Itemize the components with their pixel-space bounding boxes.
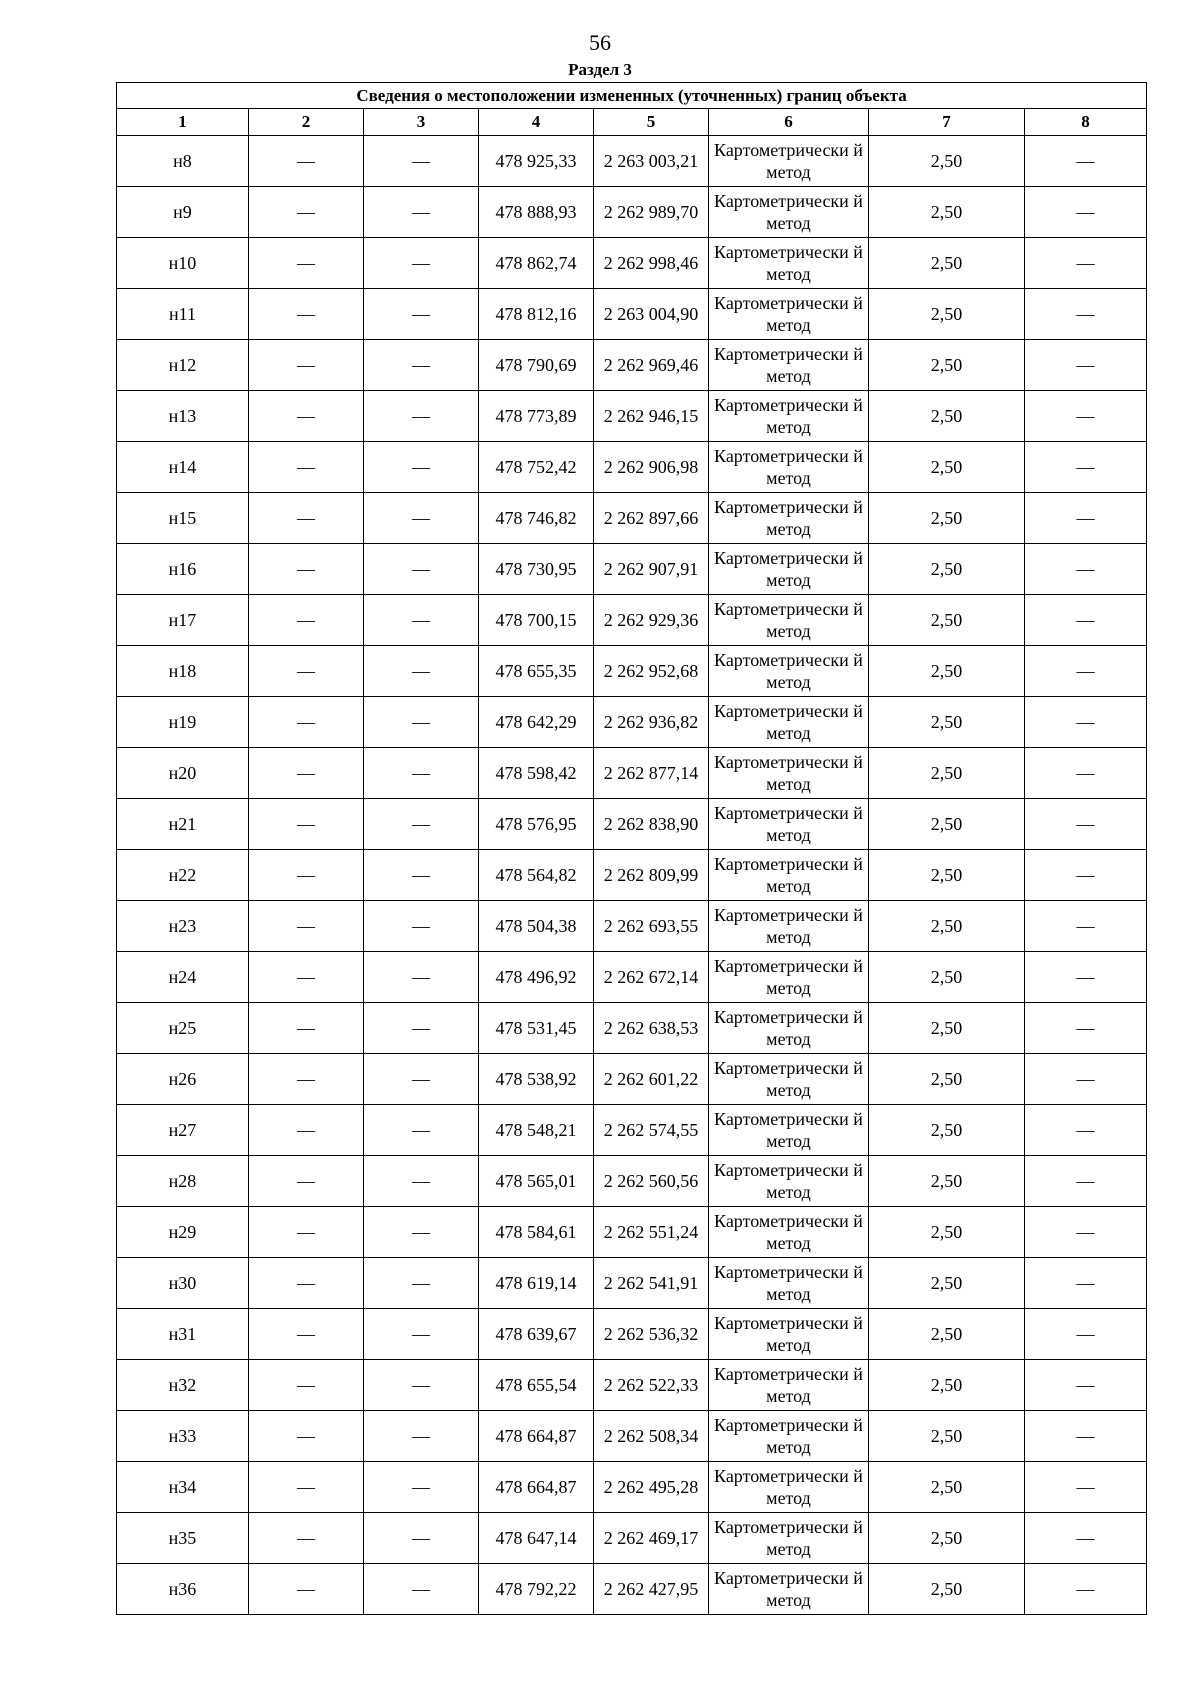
method-cell: Картометрически й метод — [709, 952, 869, 1003]
precision-cell: 2,50 — [869, 1258, 1025, 1309]
y-coordinate-cell: 2 262 998,46 — [594, 238, 709, 289]
point-number-cell: н21 — [117, 799, 249, 850]
table-row — [117, 238, 1147, 289]
method-cell: Картометрически й метод — [709, 136, 869, 187]
dash-cell: — — [364, 952, 479, 1003]
page-number: 56 — [589, 30, 611, 55]
method-cell: Картометрически й метод — [709, 442, 869, 493]
x-coordinate-cell: 478 664,87 — [479, 1411, 594, 1462]
table-row — [117, 1564, 1147, 1615]
dash-cell: — — [249, 952, 364, 1003]
dash-cell: — — [249, 1003, 364, 1054]
method-cell: Картометрически й метод — [709, 1411, 869, 1462]
x-coordinate-cell: 478 752,42 — [479, 442, 594, 493]
column-header: 2 — [249, 109, 364, 136]
x-coordinate-cell: 478 888,93 — [479, 187, 594, 238]
dash-cell: — — [249, 442, 364, 493]
precision-cell: 2,50 — [869, 1105, 1025, 1156]
y-coordinate-cell: 2 263 003,21 — [594, 136, 709, 187]
precision-cell: 2,50 — [869, 901, 1025, 952]
point-number-cell: н26 — [117, 1054, 249, 1105]
y-coordinate-cell: 2 262 522,33 — [594, 1360, 709, 1411]
table-row — [117, 595, 1147, 646]
method-cell: Картометрически й метод — [709, 238, 869, 289]
table-body — [117, 83, 1147, 1615]
y-coordinate-cell: 2 262 929,36 — [594, 595, 709, 646]
method-cell: Картометрически й метод — [709, 1156, 869, 1207]
table-row — [117, 340, 1147, 391]
column-header: 4 — [479, 109, 594, 136]
precision-cell: 2,50 — [869, 187, 1025, 238]
table-row — [117, 952, 1147, 1003]
table-row — [117, 646, 1147, 697]
table-row — [117, 799, 1147, 850]
x-coordinate-cell: 478 548,21 — [479, 1105, 594, 1156]
point-number-cell: н12 — [117, 340, 249, 391]
precision-cell: 2,50 — [869, 1564, 1025, 1615]
dash-cell: — — [1025, 187, 1147, 238]
precision-cell: 2,50 — [869, 952, 1025, 1003]
precision-cell: 2,50 — [869, 1513, 1025, 1564]
x-coordinate-cell: 478 496,92 — [479, 952, 594, 1003]
point-number-cell: н14 — [117, 442, 249, 493]
method-cell: Картометрически й метод — [709, 289, 869, 340]
dash-cell: — — [1025, 1564, 1147, 1615]
point-number-cell: н9 — [117, 187, 249, 238]
point-number-cell: н20 — [117, 748, 249, 799]
y-coordinate-cell: 2 262 809,99 — [594, 850, 709, 901]
dash-cell: — — [1025, 595, 1147, 646]
x-coordinate-cell: 478 565,01 — [479, 1156, 594, 1207]
precision-cell: 2,50 — [869, 289, 1025, 340]
point-number-cell: н10 — [117, 238, 249, 289]
table-row — [117, 697, 1147, 748]
y-coordinate-cell: 2 262 969,46 — [594, 340, 709, 391]
point-number-cell: н33 — [117, 1411, 249, 1462]
dash-cell: — — [249, 1564, 364, 1615]
precision-cell: 2,50 — [869, 1156, 1025, 1207]
dash-cell: — — [1025, 136, 1147, 187]
y-coordinate-cell: 2 262 672,14 — [594, 952, 709, 1003]
table-row — [117, 1258, 1147, 1309]
column-header: 7 — [869, 109, 1025, 136]
dash-cell: — — [1025, 238, 1147, 289]
precision-cell: 2,50 — [869, 697, 1025, 748]
y-coordinate-cell: 2 262 693,55 — [594, 901, 709, 952]
x-coordinate-cell: 478 655,35 — [479, 646, 594, 697]
column-header: 3 — [364, 109, 479, 136]
section-title: Раздел 3 — [568, 60, 632, 79]
precision-cell: 2,50 — [869, 1462, 1025, 1513]
table-row — [117, 289, 1147, 340]
dash-cell: — — [364, 1564, 479, 1615]
x-coordinate-cell: 478 655,54 — [479, 1360, 594, 1411]
x-coordinate-cell: 478 639,67 — [479, 1309, 594, 1360]
precision-cell: 2,50 — [869, 850, 1025, 901]
method-cell: Картометрически й метод — [709, 493, 869, 544]
dash-cell: — — [249, 1513, 364, 1564]
y-coordinate-cell: 2 262 989,70 — [594, 187, 709, 238]
point-number-cell: н28 — [117, 1156, 249, 1207]
point-number-cell: н29 — [117, 1207, 249, 1258]
dash-cell: — — [1025, 1207, 1147, 1258]
x-coordinate-cell: 478 790,69 — [479, 340, 594, 391]
dash-cell: — — [249, 136, 364, 187]
dash-cell: — — [1025, 850, 1147, 901]
dash-cell: — — [1025, 493, 1147, 544]
precision-cell: 2,50 — [869, 544, 1025, 595]
table-row — [117, 544, 1147, 595]
table-caption: Сведения о местоположении измененных (уточненных) границ объекта — [117, 83, 1147, 109]
dash-cell: — — [249, 289, 364, 340]
dash-cell: — — [249, 1309, 364, 1360]
method-cell: Картометрически й метод — [709, 1564, 869, 1615]
y-coordinate-cell: 2 262 897,66 — [594, 493, 709, 544]
point-number-cell: н19 — [117, 697, 249, 748]
table-row — [117, 1411, 1147, 1462]
dash-cell: — — [364, 1462, 479, 1513]
dash-cell: — — [249, 1054, 364, 1105]
table-row — [117, 136, 1147, 187]
dash-cell: — — [364, 136, 479, 187]
dash-cell: — — [364, 289, 479, 340]
precision-cell: 2,50 — [869, 799, 1025, 850]
method-cell: Картометрически й метод — [709, 595, 869, 646]
method-cell: Картометрически й метод — [709, 1054, 869, 1105]
y-coordinate-cell: 2 262 551,24 — [594, 1207, 709, 1258]
x-coordinate-cell: 478 925,33 — [479, 136, 594, 187]
table-row — [117, 1156, 1147, 1207]
dash-cell: — — [1025, 748, 1147, 799]
y-coordinate-cell: 2 262 907,91 — [594, 544, 709, 595]
dash-cell: — — [249, 1207, 364, 1258]
precision-cell: 2,50 — [869, 748, 1025, 799]
dash-cell: — — [364, 1513, 479, 1564]
dash-cell: — — [364, 1309, 479, 1360]
precision-cell: 2,50 — [869, 1411, 1025, 1462]
dash-cell: — — [1025, 289, 1147, 340]
method-cell: Картометрически й метод — [709, 646, 869, 697]
method-cell: Картометрически й метод — [709, 1513, 869, 1564]
table-row — [117, 493, 1147, 544]
precision-cell: 2,50 — [869, 595, 1025, 646]
x-coordinate-cell: 478 576,95 — [479, 799, 594, 850]
dash-cell: — — [364, 1411, 479, 1462]
y-coordinate-cell: 2 262 495,28 — [594, 1462, 709, 1513]
dash-cell: — — [249, 595, 364, 646]
x-coordinate-cell: 478 531,45 — [479, 1003, 594, 1054]
y-coordinate-cell: 2 262 508,34 — [594, 1411, 709, 1462]
column-header: 1 — [117, 109, 249, 136]
dash-cell: — — [249, 901, 364, 952]
table-row — [117, 1207, 1147, 1258]
x-coordinate-cell: 478 564,82 — [479, 850, 594, 901]
method-cell: Картометрически й метод — [709, 697, 869, 748]
method-cell: Картометрически й метод — [709, 901, 869, 952]
precision-cell: 2,50 — [869, 136, 1025, 187]
x-coordinate-cell: 478 746,82 — [479, 493, 594, 544]
table-row — [117, 1003, 1147, 1054]
table-row — [117, 187, 1147, 238]
point-number-cell: н11 — [117, 289, 249, 340]
method-cell: Картометрически й метод — [709, 1360, 869, 1411]
dash-cell: — — [364, 1054, 479, 1105]
precision-cell: 2,50 — [869, 442, 1025, 493]
y-coordinate-cell: 2 262 877,14 — [594, 748, 709, 799]
precision-cell: 2,50 — [869, 493, 1025, 544]
x-coordinate-cell: 478 619,14 — [479, 1258, 594, 1309]
dash-cell: — — [1025, 1360, 1147, 1411]
dash-cell: — — [1025, 1156, 1147, 1207]
x-coordinate-cell: 478 730,95 — [479, 544, 594, 595]
precision-cell: 2,50 — [869, 1054, 1025, 1105]
dash-cell: — — [1025, 952, 1147, 1003]
dash-cell: — — [364, 1003, 479, 1054]
x-coordinate-cell: 478 584,61 — [479, 1207, 594, 1258]
x-coordinate-cell: 478 700,15 — [479, 595, 594, 646]
dash-cell: — — [1025, 1003, 1147, 1054]
dash-cell: — — [364, 544, 479, 595]
point-number-cell: н32 — [117, 1360, 249, 1411]
y-coordinate-cell: 2 262 536,32 — [594, 1309, 709, 1360]
point-number-cell: н34 — [117, 1462, 249, 1513]
point-number-cell: н23 — [117, 901, 249, 952]
dash-cell: — — [1025, 697, 1147, 748]
dash-cell: — — [1025, 1411, 1147, 1462]
dash-cell: — — [364, 1258, 479, 1309]
column-header: 6 — [709, 109, 869, 136]
precision-cell: 2,50 — [869, 391, 1025, 442]
x-coordinate-cell: 478 538,92 — [479, 1054, 594, 1105]
dash-cell: — — [249, 646, 364, 697]
dash-cell: — — [364, 697, 479, 748]
dash-cell: — — [249, 493, 364, 544]
method-cell: Картометрически й метод — [709, 799, 869, 850]
table-row — [117, 1105, 1147, 1156]
dash-cell: — — [249, 1360, 364, 1411]
point-number-cell: н17 — [117, 595, 249, 646]
dash-cell: — — [364, 340, 479, 391]
dash-cell: — — [249, 1411, 364, 1462]
table-row — [117, 850, 1147, 901]
dash-cell: — — [364, 1360, 479, 1411]
y-coordinate-cell: 2 262 952,68 — [594, 646, 709, 697]
dash-cell: — — [249, 1105, 364, 1156]
dash-cell: — — [249, 187, 364, 238]
dash-cell: — — [249, 748, 364, 799]
method-cell: Картометрически й метод — [709, 850, 869, 901]
point-number-cell: н36 — [117, 1564, 249, 1615]
dash-cell: — — [249, 544, 364, 595]
y-coordinate-cell: 2 262 427,95 — [594, 1564, 709, 1615]
precision-cell: 2,50 — [869, 340, 1025, 391]
method-cell: Картометрически й метод — [709, 391, 869, 442]
precision-cell: 2,50 — [869, 1003, 1025, 1054]
table-row — [117, 1462, 1147, 1513]
y-coordinate-cell: 2 262 936,82 — [594, 697, 709, 748]
method-cell: Картометрически й метод — [709, 1207, 869, 1258]
table-caption-row — [117, 83, 1147, 109]
dash-cell: — — [249, 697, 364, 748]
dash-cell: — — [249, 1462, 364, 1513]
dash-cell: — — [1025, 1105, 1147, 1156]
dash-cell: — — [1025, 799, 1147, 850]
dash-cell: — — [1025, 391, 1147, 442]
x-coordinate-cell: 478 642,29 — [479, 697, 594, 748]
y-coordinate-cell: 2 262 601,22 — [594, 1054, 709, 1105]
point-number-cell: н16 — [117, 544, 249, 595]
y-coordinate-cell: 2 262 560,56 — [594, 1156, 709, 1207]
method-cell: Картометрически й метод — [709, 340, 869, 391]
point-number-cell: н15 — [117, 493, 249, 544]
point-number-cell: н35 — [117, 1513, 249, 1564]
method-cell: Картометрически й метод — [709, 1003, 869, 1054]
table-row — [117, 901, 1147, 952]
column-header: 8 — [1025, 109, 1147, 136]
table-row — [117, 748, 1147, 799]
dash-cell: — — [1025, 442, 1147, 493]
y-coordinate-cell: 2 262 906,98 — [594, 442, 709, 493]
dash-cell: — — [364, 1207, 479, 1258]
x-coordinate-cell: 478 504,38 — [479, 901, 594, 952]
y-coordinate-cell: 2 263 004,90 — [594, 289, 709, 340]
dash-cell: — — [364, 238, 479, 289]
column-header: 5 — [594, 109, 709, 136]
x-coordinate-cell: 478 664,87 — [479, 1462, 594, 1513]
dash-cell: — — [364, 1156, 479, 1207]
dash-cell: — — [364, 442, 479, 493]
table-row — [117, 1513, 1147, 1564]
y-coordinate-cell: 2 262 469,17 — [594, 1513, 709, 1564]
dash-cell: — — [249, 391, 364, 442]
dash-cell: — — [364, 850, 479, 901]
precision-cell: 2,50 — [869, 1309, 1025, 1360]
x-coordinate-cell: 478 792,22 — [479, 1564, 594, 1615]
method-cell: Картометрически й метод — [709, 544, 869, 595]
dash-cell: — — [364, 748, 479, 799]
y-coordinate-cell: 2 262 946,15 — [594, 391, 709, 442]
table-row — [117, 391, 1147, 442]
dash-cell: — — [364, 391, 479, 442]
method-cell: Картометрически й метод — [709, 1105, 869, 1156]
dash-cell: — — [1025, 1513, 1147, 1564]
dash-cell: — — [1025, 544, 1147, 595]
method-cell: Картометрически й метод — [709, 1309, 869, 1360]
dash-cell: — — [249, 1258, 364, 1309]
dash-cell: — — [1025, 340, 1147, 391]
table-row — [117, 442, 1147, 493]
table-row — [117, 1309, 1147, 1360]
dash-cell: — — [364, 595, 479, 646]
method-cell: Картометрически й метод — [709, 187, 869, 238]
boundary-coordinates-table — [116, 82, 1147, 1615]
point-number-cell: н30 — [117, 1258, 249, 1309]
dash-cell: — — [1025, 1054, 1147, 1105]
precision-cell: 2,50 — [869, 1207, 1025, 1258]
x-coordinate-cell: 478 598,42 — [479, 748, 594, 799]
point-number-cell: н22 — [117, 850, 249, 901]
y-coordinate-cell: 2 262 838,90 — [594, 799, 709, 850]
table-row — [117, 1054, 1147, 1105]
dash-cell: — — [364, 646, 479, 697]
dash-cell: — — [249, 238, 364, 289]
dash-cell: — — [249, 799, 364, 850]
table-row — [117, 1360, 1147, 1411]
dash-cell: — — [364, 901, 479, 952]
method-cell: Картометрически й метод — [709, 748, 869, 799]
dash-cell: — — [249, 1156, 364, 1207]
dash-cell: — — [1025, 646, 1147, 697]
x-coordinate-cell: 478 773,89 — [479, 391, 594, 442]
dash-cell: — — [1025, 1462, 1147, 1513]
method-cell: Картометрически й метод — [709, 1258, 869, 1309]
point-number-cell: н13 — [117, 391, 249, 442]
precision-cell: 2,50 — [869, 1360, 1025, 1411]
y-coordinate-cell: 2 262 574,55 — [594, 1105, 709, 1156]
dash-cell: — — [249, 850, 364, 901]
method-cell: Картометрически й метод — [709, 1462, 869, 1513]
y-coordinate-cell: 2 262 638,53 — [594, 1003, 709, 1054]
dash-cell: — — [364, 187, 479, 238]
x-coordinate-cell: 478 812,16 — [479, 289, 594, 340]
dash-cell: — — [364, 799, 479, 850]
precision-cell: 2,50 — [869, 238, 1025, 289]
point-number-cell: н24 — [117, 952, 249, 1003]
point-number-cell: н27 — [117, 1105, 249, 1156]
dash-cell: — — [249, 340, 364, 391]
dash-cell: — — [1025, 1258, 1147, 1309]
y-coordinate-cell: 2 262 541,91 — [594, 1258, 709, 1309]
dash-cell: — — [1025, 1309, 1147, 1360]
dash-cell: — — [364, 1105, 479, 1156]
dash-cell: — — [364, 493, 479, 544]
dash-cell: — — [1025, 901, 1147, 952]
point-number-cell: н8 — [117, 136, 249, 187]
point-number-cell: н31 — [117, 1309, 249, 1360]
column-header-row — [117, 109, 1147, 136]
precision-cell: 2,50 — [869, 646, 1025, 697]
point-number-cell: н18 — [117, 646, 249, 697]
point-number-cell: н25 — [117, 1003, 249, 1054]
x-coordinate-cell: 478 647,14 — [479, 1513, 594, 1564]
x-coordinate-cell: 478 862,74 — [479, 238, 594, 289]
